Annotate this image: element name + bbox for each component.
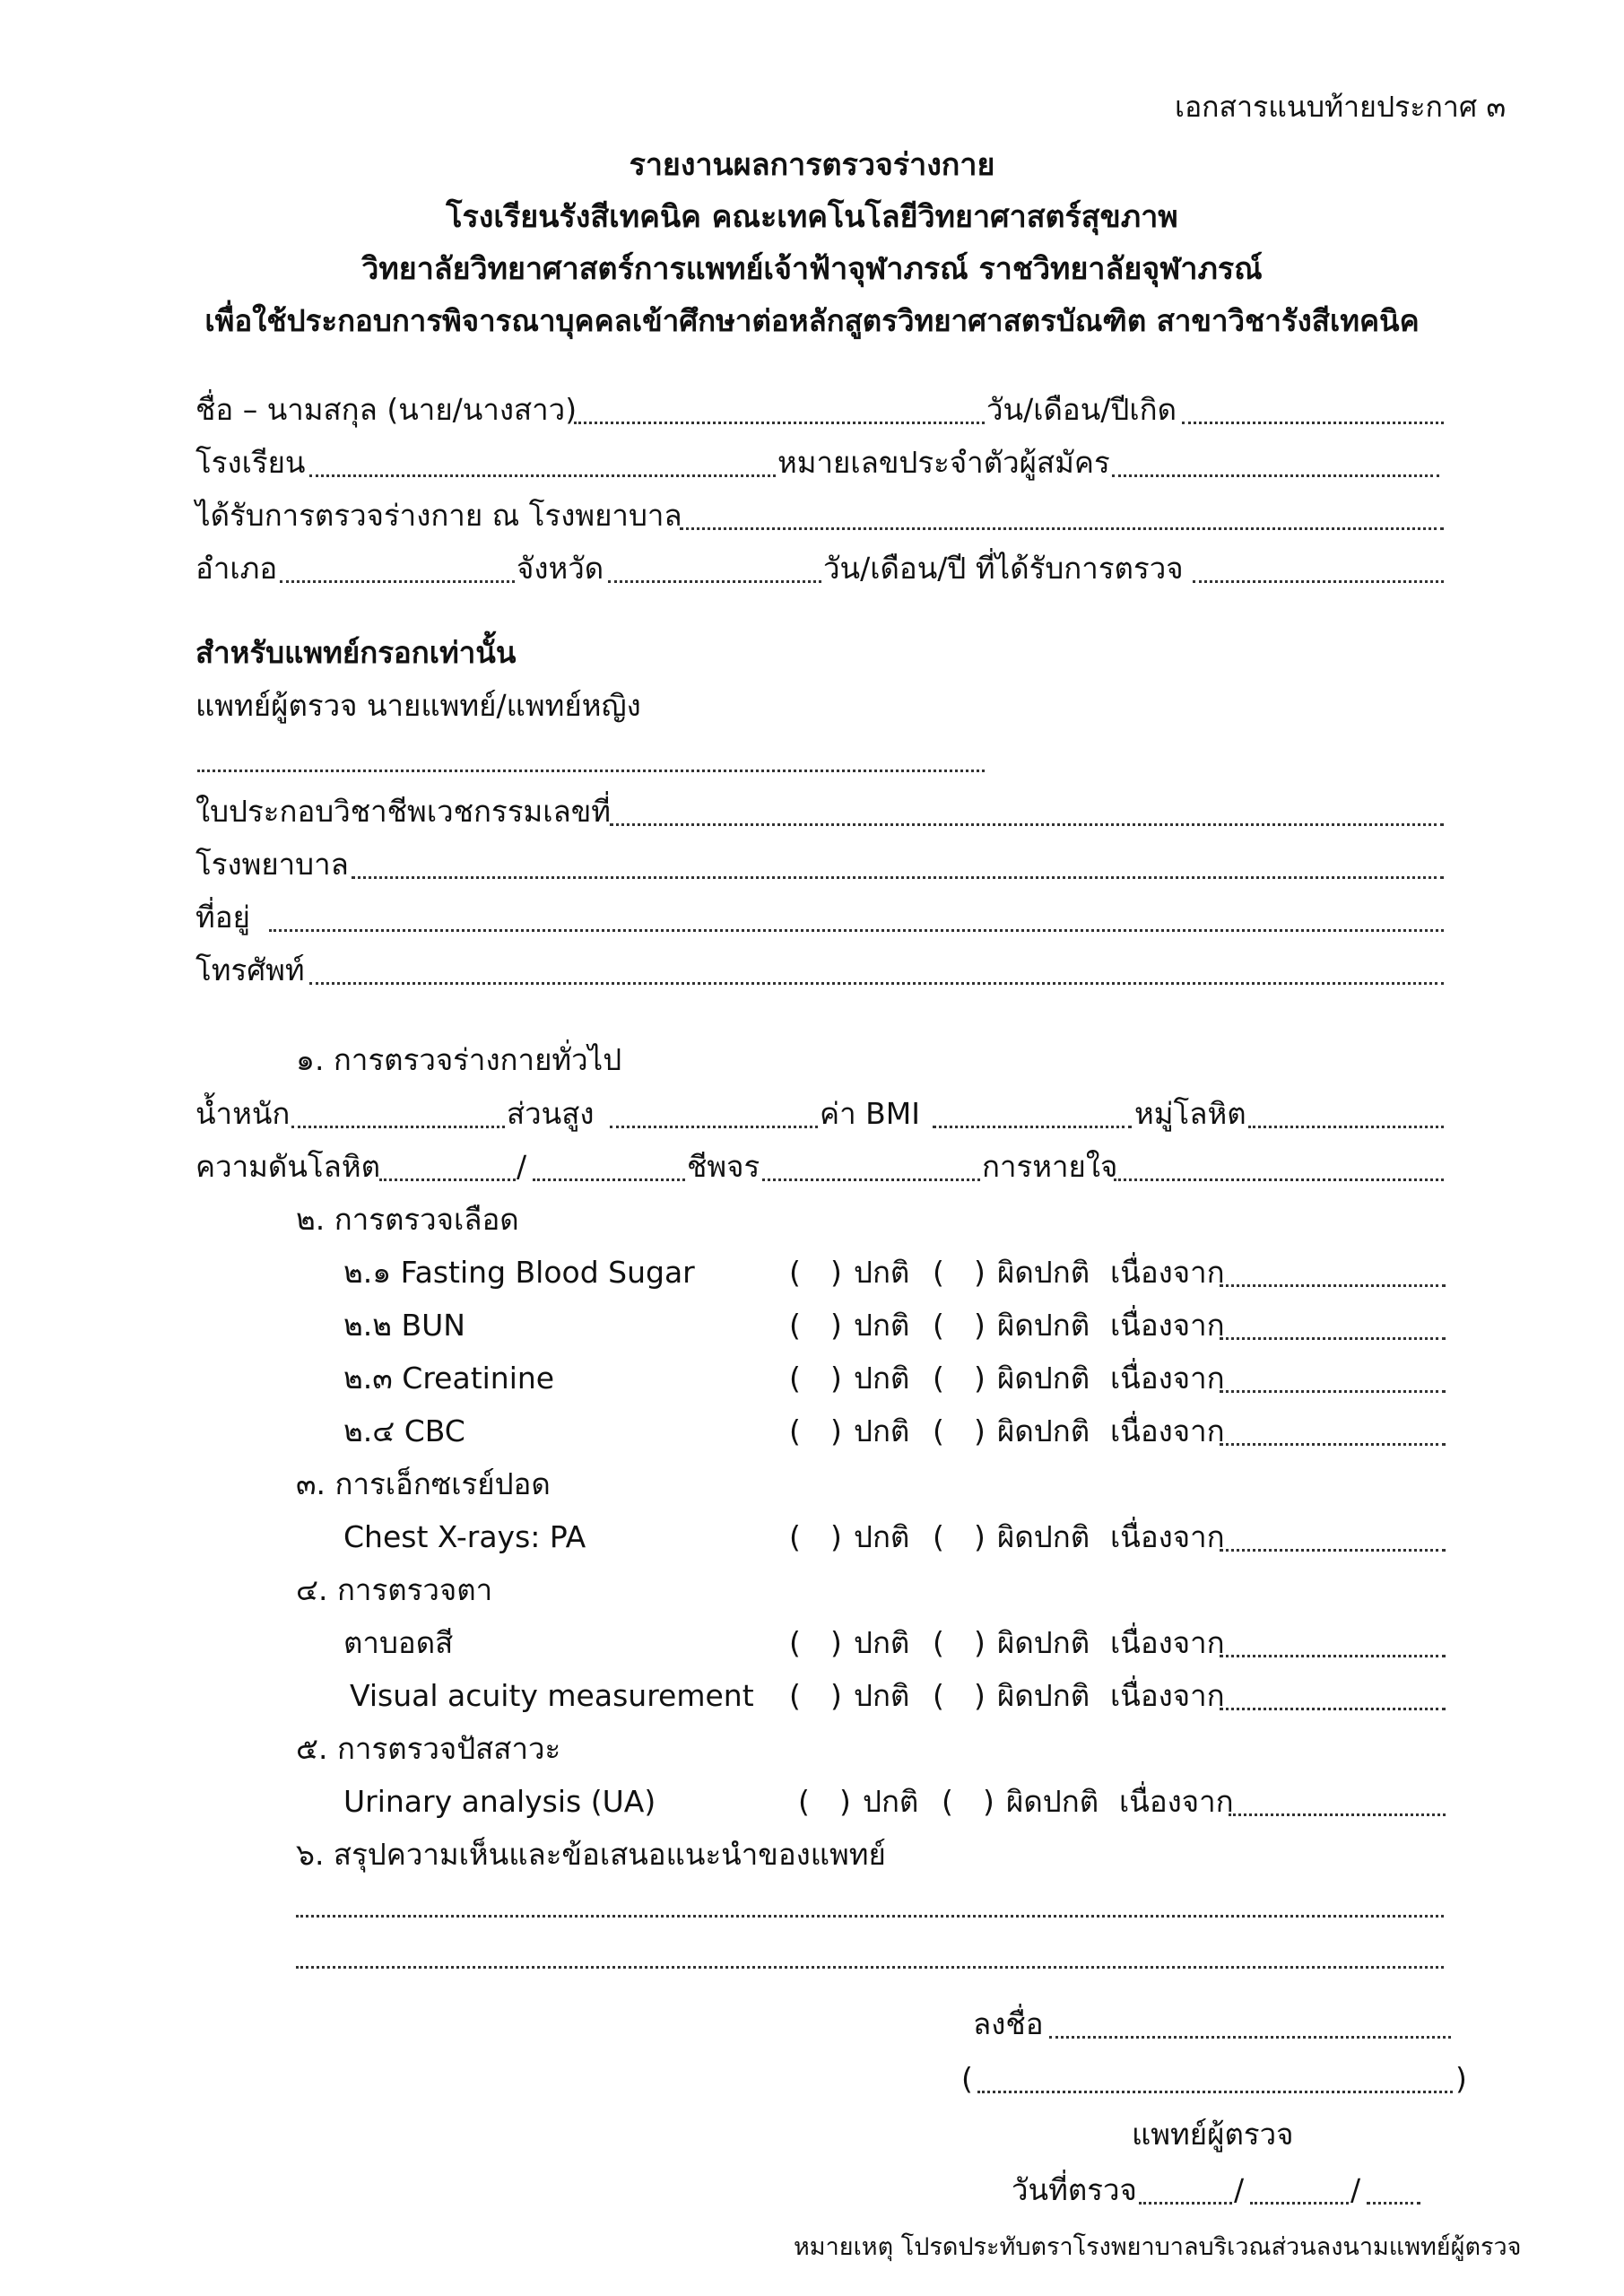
name-label: ชื่อ – นามสกุล (นาย/นางสาว) <box>195 392 578 427</box>
bun-abnormal-label: ผิดปกติ <box>997 1308 1090 1343</box>
bun-reason-field[interactable] <box>1220 1337 1446 1340</box>
eye-item-visual-acuity: Visual acuity measurement <box>350 1678 754 1713</box>
examiner-name-field[interactable] <box>197 770 985 772</box>
urinalysis-normal-open-paren: ( <box>798 1784 810 1819</box>
bp-systolic-field[interactable] <box>379 1178 516 1181</box>
date-slash-1: / <box>1234 2172 1245 2207</box>
exam-day-field[interactable] <box>1139 2202 1232 2205</box>
blood-item-creatinine: ๒.๓ Creatinine <box>343 1361 555 1396</box>
examined-at-label: ได้รับการตรวจร่างกาย ณ โรงพยาบาล <box>195 498 682 533</box>
height-field[interactable] <box>610 1126 818 1128</box>
cbc-normal-checkbox[interactable] <box>802 1416 830 1447</box>
fbs-abnormal-close-paren: ) <box>974 1255 986 1290</box>
cbc-because-label: เนื่องจาก <box>1110 1413 1225 1448</box>
cbc-abnormal-close-paren: ) <box>974 1413 986 1448</box>
creatinine-normal-open-paren: ( <box>789 1361 801 1396</box>
cbc-abnormal-open-paren: ( <box>933 1413 944 1448</box>
urine-item-ua: Urinary analysis (UA) <box>343 1784 656 1819</box>
hospital-field[interactable] <box>352 876 1444 879</box>
cbc-normal-open-paren: ( <box>789 1413 801 1448</box>
blood-group-field[interactable] <box>1248 1126 1444 1128</box>
exam-date-label: วัน/เดือน/ปี ที่ได้รับการตรวจ <box>823 551 1184 586</box>
creatinine-reason-field[interactable] <box>1220 1390 1446 1393</box>
fbs-normal-open-paren: ( <box>789 1255 801 1290</box>
cbc-normal-close-paren: ) <box>830 1413 842 1448</box>
fbs-normal-close-paren: ) <box>830 1255 842 1290</box>
resp-field[interactable] <box>1114 1178 1444 1181</box>
eye-exam-heading: ๔. การตรวจตา <box>296 1572 493 1607</box>
urinalysis-normal-close-paren: ) <box>839 1784 851 1819</box>
bun-normal-label: ปกติ <box>854 1308 910 1343</box>
bun-because-label: เนื่องจาก <box>1110 1308 1225 1343</box>
fbs-normal-label: ปกติ <box>854 1255 910 1290</box>
color-blindness-normal-open-paren: ( <box>789 1625 801 1660</box>
summary-line-1[interactable] <box>296 1915 1444 1918</box>
visual-acuity-abnormal-open-paren: ( <box>933 1678 944 1713</box>
color-blindness-reason-field[interactable] <box>1220 1655 1446 1657</box>
color-blindness-because-label: เนื่องจาก <box>1110 1625 1225 1660</box>
license-field[interactable] <box>610 823 1444 826</box>
cbc-reason-field[interactable] <box>1220 1443 1446 1446</box>
creatinine-abnormal-close-paren: ) <box>974 1361 986 1396</box>
summary-line-2[interactable] <box>296 1966 1444 1969</box>
blood-item-bun: ๒.๒ BUN <box>343 1308 465 1343</box>
cbc-normal-label: ปกติ <box>854 1413 910 1448</box>
sign-close-paren: ) <box>1455 2061 1467 2096</box>
doctor-section-heading: สำหรับแพทย์กรอกเท่านั้น <box>195 635 517 670</box>
general-exam-heading: ๑. การตรวจร่างกายทั่วไป <box>296 1042 622 1077</box>
bmi-label: ค่า BMI <box>820 1096 920 1131</box>
creatinine-abnormal-checkbox[interactable] <box>945 1363 974 1394</box>
applicant-id-field[interactable] <box>1112 474 1439 477</box>
school-title: โรงเรียนรังสีเทคนิค คณะเทคโนโลยีวิทยาศาสตร์สุขภาพ <box>446 199 1178 235</box>
chest-xray-abnormal-label: ผิดปกติ <box>997 1519 1090 1554</box>
xray-item-chest: Chest X-rays: PA <box>343 1519 586 1554</box>
exam-month-field[interactable] <box>1250 2202 1349 2205</box>
province-label: จังหวัด <box>517 551 604 586</box>
creatinine-normal-checkbox[interactable] <box>802 1363 830 1394</box>
bmi-field[interactable] <box>933 1126 1132 1128</box>
fbs-abnormal-open-paren: ( <box>933 1255 944 1290</box>
district-field[interactable] <box>280 580 515 583</box>
blood-item-cbc: ๒.๔ CBC <box>343 1413 465 1448</box>
cbc-abnormal-label: ผิดปกติ <box>997 1413 1090 1448</box>
urinalysis-normal-checkbox[interactable] <box>811 1787 839 1817</box>
bun-abnormal-open-paren: ( <box>933 1308 944 1343</box>
chest-xray-abnormal-open-paren: ( <box>933 1519 944 1554</box>
bp-diastolic-field[interactable] <box>533 1178 685 1181</box>
license-label: ใบประกอบวิชาชีพเวชกรรมเลขที่ <box>195 794 612 829</box>
exam-date-field[interactable] <box>1193 580 1444 583</box>
fbs-abnormal-label: ผิดปกติ <box>997 1255 1090 1290</box>
chest-xray-because-label: เนื่องจาก <box>1110 1519 1225 1554</box>
fbs-abnormal-checkbox[interactable] <box>945 1257 974 1288</box>
address-label: ที่อยู่ <box>195 900 250 935</box>
color-blindness-normal-label: ปกติ <box>854 1625 910 1660</box>
creatinine-abnormal-label: ผิดปกติ <box>997 1361 1090 1396</box>
chest-xray-normal-checkbox[interactable] <box>802 1522 830 1552</box>
visual-acuity-normal-checkbox[interactable] <box>802 1681 830 1711</box>
appendix-label: เอกสารแนบท้ายประกาศ ๓ <box>1175 90 1507 124</box>
fbs-normal-checkbox[interactable] <box>802 1257 830 1288</box>
bun-normal-open-paren: ( <box>789 1308 801 1343</box>
height-label: ส่วนสูง <box>507 1096 595 1131</box>
footnote: หมายเหตุ โปรดประทับตราโรงพยาบาลบริเวณส่วนลงนามแพทย์ผู้ตรวจ <box>794 2233 1522 2261</box>
summary-heading: ๖. สรุปความเห็นและข้อเสนอแนะนำของแพทย์ <box>296 1837 886 1872</box>
color-blindness-abnormal-label: ผิดปกติ <box>997 1625 1090 1660</box>
color-blindness-abnormal-open-paren: ( <box>933 1625 944 1660</box>
urinalysis-because-label: เนื่องจาก <box>1119 1784 1234 1819</box>
bun-abnormal-close-paren: ) <box>974 1308 986 1343</box>
color-blindness-abnormal-checkbox[interactable] <box>945 1628 974 1658</box>
signature-field[interactable] <box>1049 2036 1451 2039</box>
color-blindness-normal-checkbox[interactable] <box>802 1628 830 1658</box>
pulse-field[interactable] <box>762 1178 980 1181</box>
pulse-label: ชีพจร <box>687 1149 760 1184</box>
examiner-role: แพทย์ผู้ตรวจ <box>1132 2117 1294 2152</box>
school-field[interactable] <box>309 474 776 477</box>
address-field[interactable] <box>269 929 1444 932</box>
bun-abnormal-checkbox[interactable] <box>945 1310 974 1341</box>
college-title: วิทยาลัยวิทยาศาสตร์การแพทย์เจ้าฟ้าจุฬาภรณ์ ราชวิทยาลัยจุฬาภรณ์ <box>361 251 1263 287</box>
dob-label: วัน/เดือน/ปีเกิด <box>986 392 1177 427</box>
purpose-title: เพื่อใช้ประกอบการพิจารณาบุคคลเข้าศึกษาต่อหลักสูตรวิทยาศาสตรบัณฑิต สาขาวิชารังสีเทคนิค <box>204 303 1420 338</box>
urinalysis-abnormal-open-paren: ( <box>942 1784 953 1819</box>
exam-date-sign-label: วันที่ตรวจ <box>1012 2172 1137 2207</box>
applicant-id-label: หมายเลขประจำตัวผู้สมัคร <box>777 445 1110 480</box>
bp-label: ความดันโลหิต <box>195 1149 381 1184</box>
sign-label: ลงชื่อ <box>973 2006 1044 2041</box>
visual-acuity-because-label: เนื่องจาก <box>1110 1678 1225 1713</box>
bun-normal-close-paren: ) <box>830 1308 842 1343</box>
xray-heading: ๓. การเอ็กซเรย์ปอด <box>296 1466 551 1501</box>
bp-slash: / <box>517 1149 527 1184</box>
visual-acuity-normal-open-paren: ( <box>789 1678 801 1713</box>
creatinine-because-label: เนื่องจาก <box>1110 1361 1225 1396</box>
exam-year-field[interactable] <box>1367 2202 1420 2205</box>
visual-acuity-normal-close-paren: ) <box>830 1678 842 1713</box>
bun-normal-checkbox[interactable] <box>802 1310 830 1341</box>
visual-acuity-abnormal-close-paren: ) <box>974 1678 986 1713</box>
weight-label: น้ำหนัก <box>195 1096 291 1131</box>
urinalysis-abnormal-checkbox[interactable] <box>954 1787 983 1817</box>
examined-at-field[interactable] <box>680 527 1444 530</box>
urinalysis-reason-field[interactable] <box>1229 1813 1446 1816</box>
urinalysis-abnormal-close-paren: ) <box>983 1784 994 1819</box>
chest-xray-normal-label: ปกติ <box>854 1519 910 1554</box>
urinalysis-normal-label: ปกติ <box>863 1784 919 1819</box>
resp-label: การหายใจ <box>982 1149 1118 1184</box>
blood-group-label: หมู่โลหิต <box>1134 1096 1246 1131</box>
cbc-abnormal-checkbox[interactable] <box>945 1416 974 1447</box>
creatinine-normal-label: ปกติ <box>854 1361 910 1396</box>
printed-name-field[interactable] <box>977 2091 1453 2093</box>
form-title: รายงานผลการตรวจร่างกาย <box>629 147 995 183</box>
chest-xray-abnormal-checkbox[interactable] <box>945 1522 974 1552</box>
creatinine-abnormal-open-paren: ( <box>933 1361 944 1396</box>
district-label: อำเภอ <box>195 551 278 586</box>
name-field[interactable] <box>574 422 985 424</box>
visual-acuity-abnormal-label: ผิดปกติ <box>997 1678 1090 1713</box>
fbs-because-label: เนื่องจาก <box>1110 1255 1225 1290</box>
phone-field[interactable] <box>309 982 1444 985</box>
color-blindness-abnormal-close-paren: ) <box>974 1625 986 1660</box>
chest-xray-normal-open-paren: ( <box>789 1519 801 1554</box>
chest-xray-reason-field[interactable] <box>1220 1549 1446 1552</box>
examiner-label: แพทย์ผู้ตรวจ นายแพทย์/แพทย์หญิง <box>195 688 641 723</box>
blood-exam-heading: ๒. การตรวจเลือด <box>296 1202 519 1237</box>
visual-acuity-reason-field[interactable] <box>1220 1708 1446 1710</box>
urinalysis-abnormal-label: ผิดปกติ <box>1006 1784 1099 1819</box>
dob-field[interactable] <box>1182 422 1444 424</box>
hospital-label: โรงพยาบาล <box>195 847 349 882</box>
province-field[interactable] <box>608 580 821 583</box>
color-blindness-normal-close-paren: ) <box>830 1625 842 1660</box>
date-slash-2: / <box>1350 2172 1361 2207</box>
blood-item-fbs: ๒.๑ Fasting Blood Sugar <box>343 1255 695 1290</box>
chest-xray-normal-close-paren: ) <box>830 1519 842 1554</box>
sign-open-paren: ( <box>961 2061 973 2096</box>
urine-exam-heading: ๕. การตรวจปัสสาวะ <box>296 1731 561 1766</box>
visual-acuity-abnormal-checkbox[interactable] <box>945 1681 974 1711</box>
visual-acuity-normal-label: ปกติ <box>854 1678 910 1713</box>
weight-field[interactable] <box>291 1126 505 1128</box>
eye-item-color-blindness: ตาบอดสี <box>343 1625 454 1660</box>
chest-xray-abnormal-close-paren: ) <box>974 1519 986 1554</box>
phone-label: โทรศัพท์ <box>195 952 305 987</box>
school-label: โรงเรียน <box>195 445 306 480</box>
fbs-reason-field[interactable] <box>1220 1284 1446 1287</box>
creatinine-normal-close-paren: ) <box>830 1361 842 1396</box>
